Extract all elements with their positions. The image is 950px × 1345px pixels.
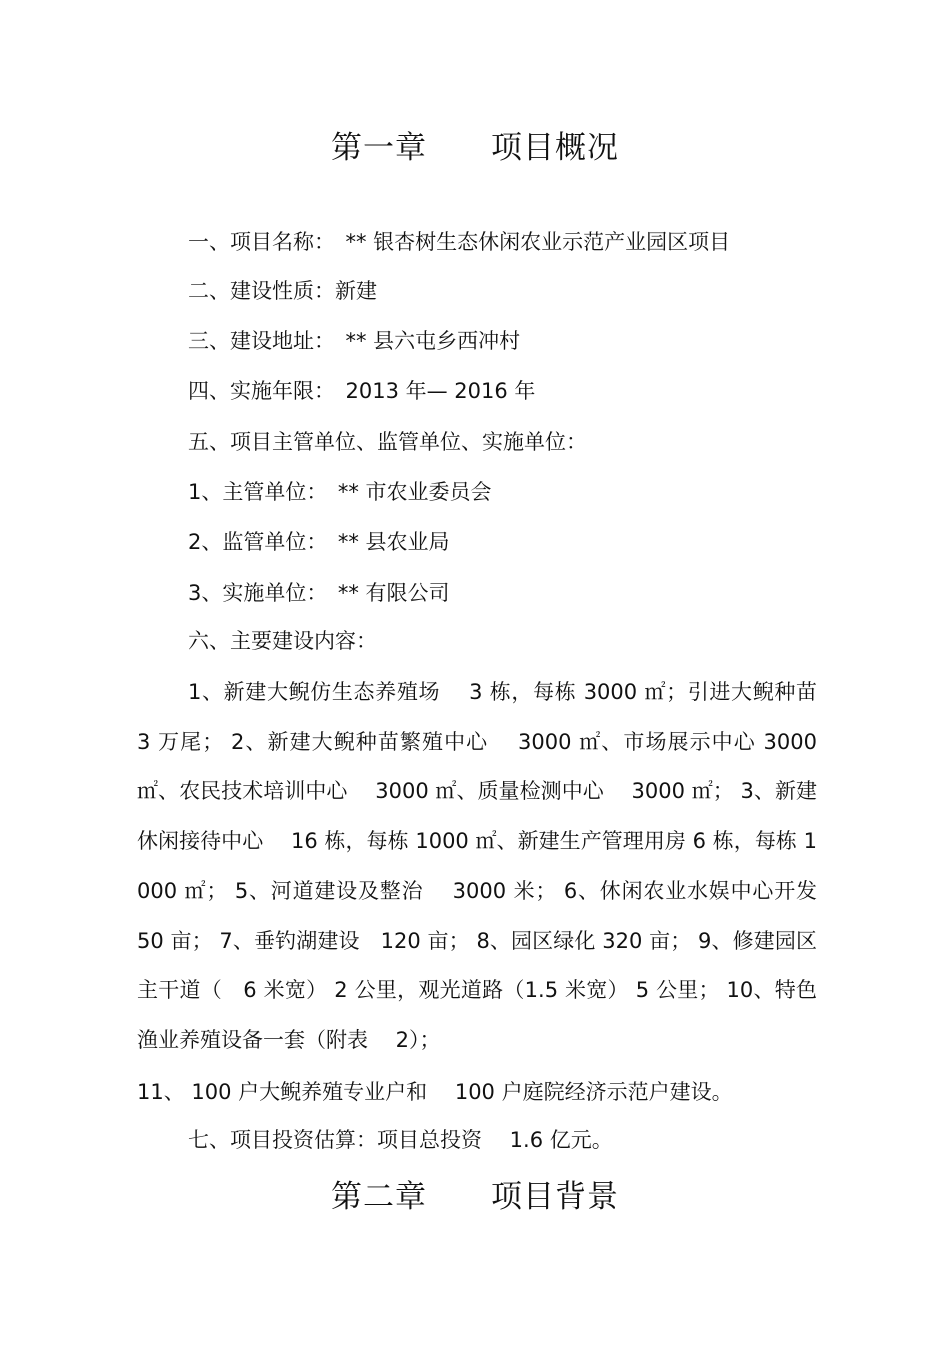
construction-content-paragraph: 1、新建大鲵仿生态养殖场 3 栋，每栋 3000 ㎡；引进大鲵种苗 3 万尾； 2、新建大鲵种苗繁殖中心 3000 ㎡、市场展示中心 3000 ㎡、农民技术培训中心 3000 ㎡、质量检测中心 3000 ㎡； 3、新建休闲接待中心 16 栋，每栋 1000 ㎡、新建生产管理用房 6 栋，每栋 1000 ㎡； 5、河道建设及整治 3000 米； 6、休闲农业水娱中心开发 50 亩； 7、垂钓湖建设 120 亩； 8、园区绿化 320 亩； 9、修建园区主干道（ 6 米宽） 2 公里，观光道路（1.5 米宽） 5 公里； 10、特色渔业养殖设备一套（附表 2）； [137,680,845,1052]
supervising-unit-line: 1、主管单位： ** 市农业委员会 [188,480,492,504]
project-name-line: 一、项目名称： ** 银杏树生态休闲农业示范产业园区项目 [188,230,731,254]
construction-content-last-line: 11、 100 户大鲵养殖专业户和 100 户庭院经济示范户建设。 [137,1080,733,1104]
implementing-unit-line: 3、实施单位： ** 有限公司 [188,581,450,605]
monitoring-unit-line: 2、监管单位： ** 县农业局 [188,530,450,554]
responsible-units-heading: 五、项目主管单位、监管单位、实施单位： [188,430,587,454]
implementation-period-line: 四、实施年限： 2013 年— 2016 年 [188,379,536,403]
construction-nature-line: 二、建设性质：新建 [188,279,377,303]
chapter-2-title: 第二章 项目背景 [331,1179,619,1215]
construction-address-line: 三、建设地址： ** 县六屯乡西冲村 [188,329,521,353]
investment-estimate-line: 七、项目投资估算：项目总投资 1.6 亿元。 [188,1128,613,1152]
chapter-1-title: 第一章 项目概况 [331,130,619,166]
main-construction-heading: 六、主要建设内容： [188,629,377,653]
